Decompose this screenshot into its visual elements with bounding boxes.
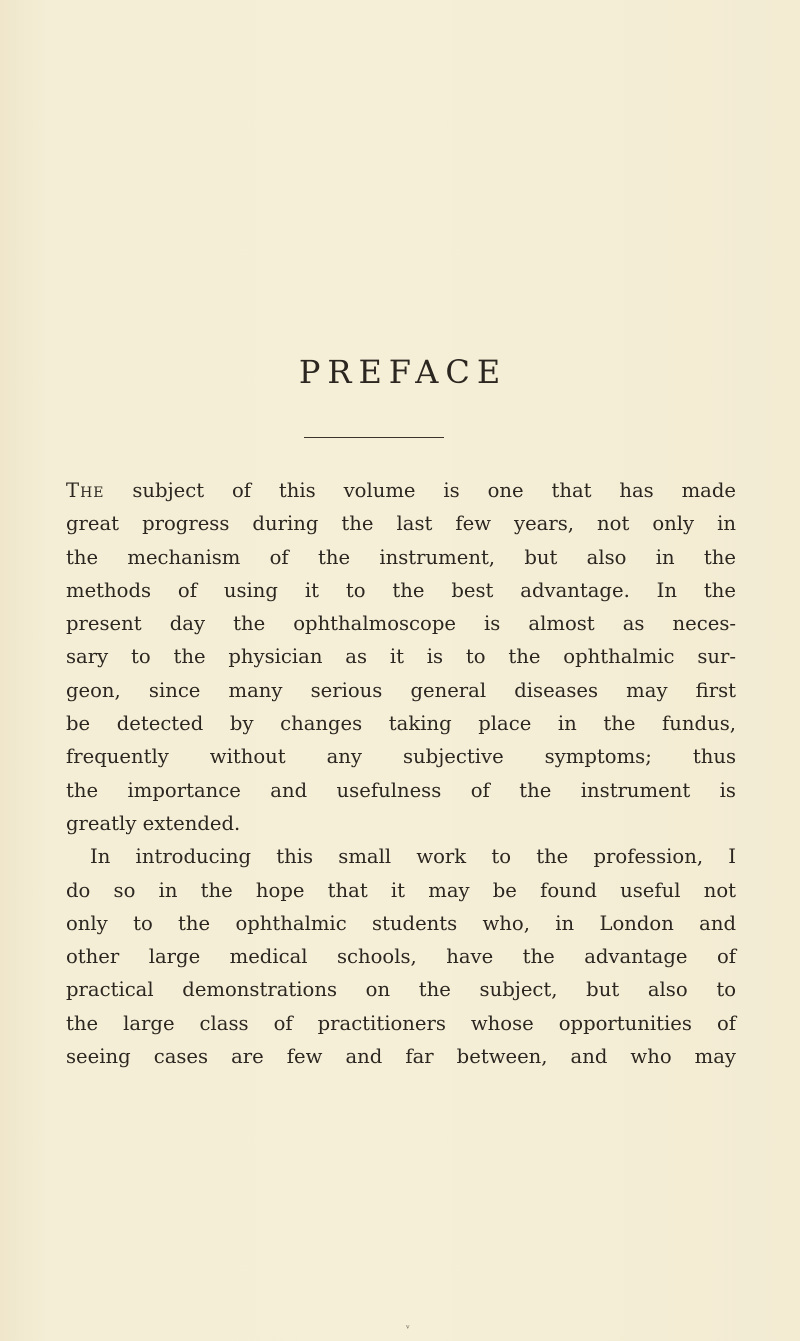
page-heading: PREFACE (298, 353, 508, 391)
text-line: greatly extended. (66, 811, 241, 835)
text-line: the importance and usefulness of the instrument is (66, 778, 736, 802)
text-line: seeing cases are few and far between, and who may (66, 1045, 736, 1069)
text-line: present day the ophthalmoscope is almost as neces- (66, 612, 736, 636)
text-line (66, 474, 736, 507)
text-line: practical demonstrations on the subject, but also to (66, 978, 736, 1002)
text-line-rest: subject of this volume is one that has made (104, 479, 736, 502)
text-line: do so in the hope that it may be found useful not (66, 878, 736, 902)
text-line: the large class of practitioners whose opportunities of (66, 1011, 736, 1035)
text-line: other large medical schools, have the advantage of (66, 945, 736, 969)
paragraph-2 (66, 840, 736, 1073)
text-line: In introducing this small work to the profession, I (90, 845, 736, 869)
text-line: only to the ophthalmic students who, in London and (66, 911, 736, 935)
text-line: sary to the physician as it is to the ophthalmic sur- (66, 645, 736, 669)
heading-rule (304, 437, 444, 438)
text-line: frequently without any subjective symptoms; thus (66, 745, 736, 769)
text-line: great progress during the last few years, not only in (66, 512, 736, 536)
paragraph-1 (66, 474, 736, 840)
text-line: geon, since many serious general diseases may first (66, 678, 736, 702)
text-line: be detected by changes taking place in the fundus, (66, 712, 736, 736)
text-line: methods of using it to the best advantage. In the (66, 578, 736, 602)
signature-mark: ᵛ (406, 1324, 410, 1335)
text-line: the mechanism of the instrument, but also in the (66, 545, 736, 569)
lead-word: The (66, 479, 105, 502)
preface-body (66, 474, 736, 1073)
